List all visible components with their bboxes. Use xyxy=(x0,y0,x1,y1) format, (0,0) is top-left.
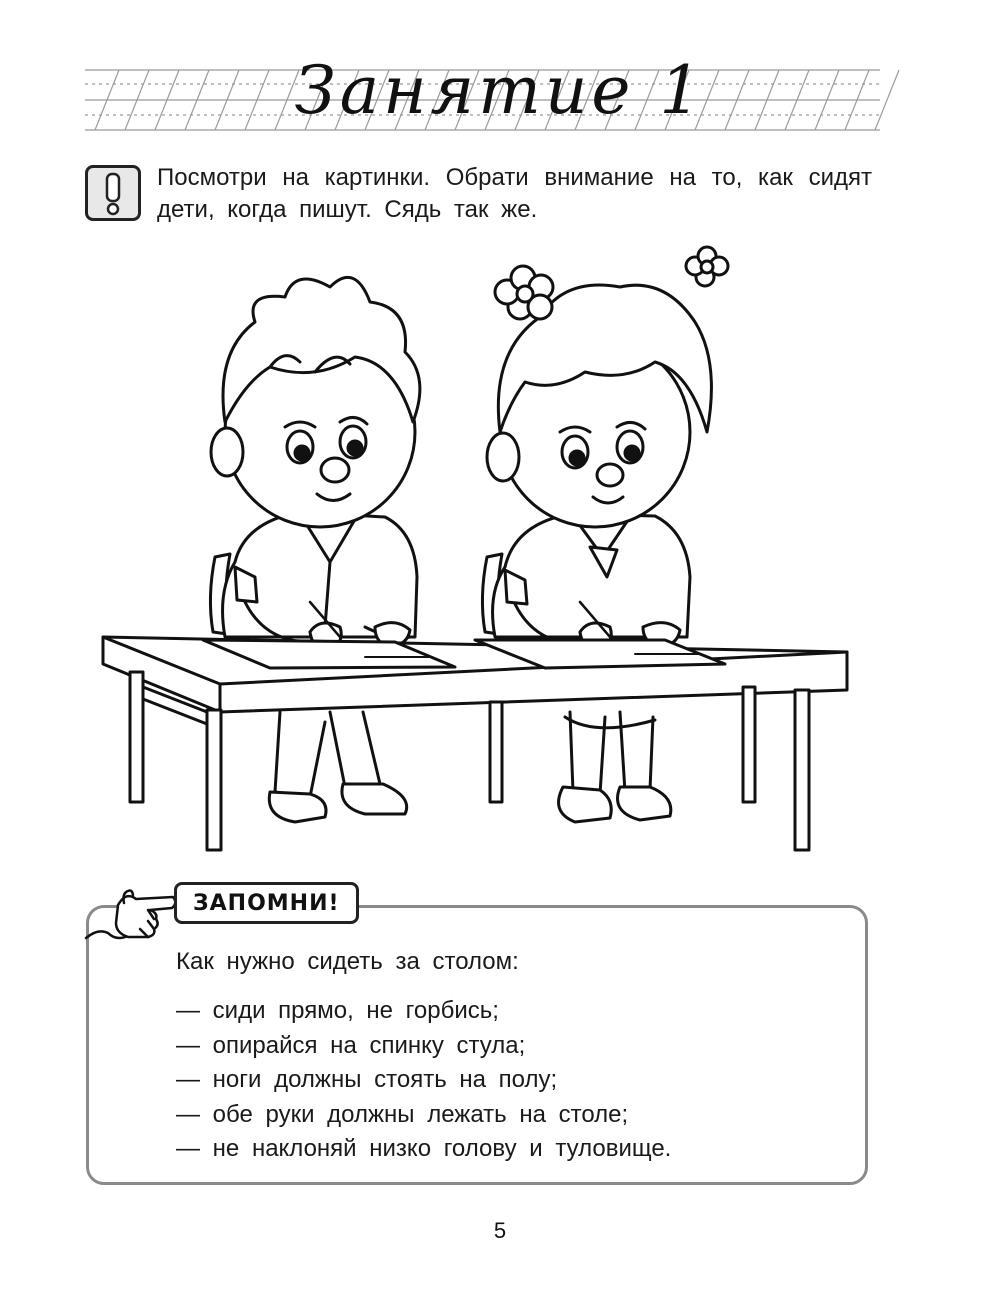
children-at-desk-illustration xyxy=(95,232,865,862)
rules-heading: Как нужно сидеть за столом: xyxy=(176,948,519,975)
instruction-text: Посмотри на картинки. Обрати внимание на то, как сидят дети, когда пишут. Сядь так же. xyxy=(157,164,872,223)
page-number: 5 xyxy=(493,1218,507,1243)
list-item: — ноги должны стоять на полу; xyxy=(176,1066,558,1093)
exclamation-icon xyxy=(85,165,141,221)
page-title: Занятие 1 xyxy=(294,52,706,129)
rules-list xyxy=(176,996,671,1169)
remember-label: ЗАПОМНИ! xyxy=(174,882,359,924)
list-item: — сиди прямо, не горбись; xyxy=(176,997,499,1024)
school-desk xyxy=(103,637,847,850)
page-header xyxy=(0,0,1000,150)
list-item: — опирайся на спинку стула; xyxy=(176,1031,526,1059)
list-item: — обе руки должны лежать на столе; xyxy=(176,1100,629,1128)
pointing-hand-icon xyxy=(78,883,178,949)
list-item: — не наклоняй низко голову и туловище. xyxy=(176,1135,672,1162)
girl-figure xyxy=(487,247,728,822)
boy-figure xyxy=(211,277,420,822)
